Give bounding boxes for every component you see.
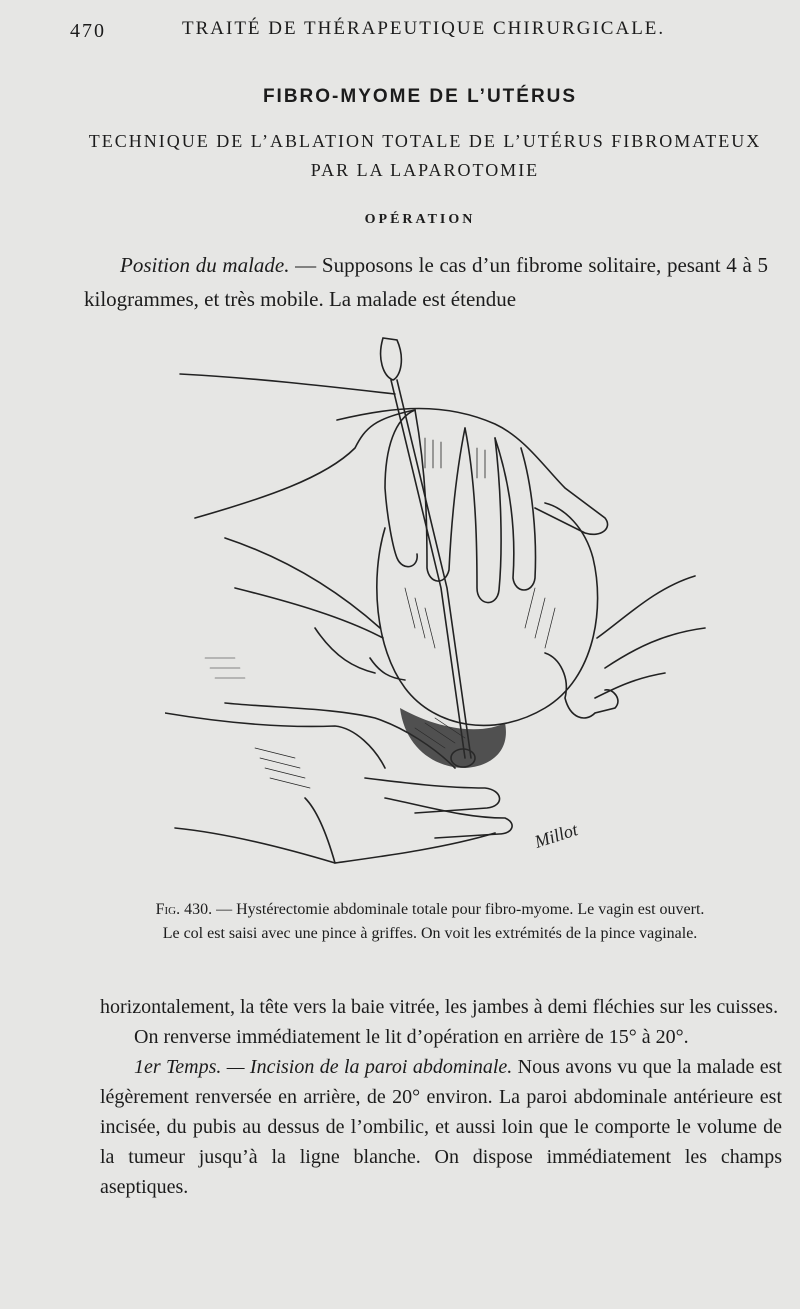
subtitle: TECHNIQUE DE L’ABLATION TOTALE DE L’UTÉRUS FIBROMATEUX PAR LA LAPAROTOMIE bbox=[88, 131, 762, 180]
body-text bbox=[100, 992, 782, 1202]
paragraph-3 bbox=[100, 1052, 782, 1202]
running-title: TRAITÉ DE THÉRAPEUTIQUE CHIRURGICALE. bbox=[182, 18, 666, 39]
figure-caption-text: — Hystérectomie abdominale totale pour fibro-myome. Le vagin est ouvert. Le col est saisi avec une pince à griffes. On voit les extrémités de la pince vaginale. bbox=[162, 901, 705, 942]
intro-paragraph bbox=[84, 248, 768, 316]
svg-text:Millot: Millot bbox=[532, 819, 581, 852]
paragraph-3-text: Nous avons vu que la malade est légèrement renversée en arrière, de 20° environ. La paroi abdominale antérieure est incisée, du pubis au dessus de l’ombilic, et aussi loin que le comporte le volume de la tumeur jusqu’à la ligne blanche. On dispose immédiatement les champs aseptiques. bbox=[100, 1056, 782, 1198]
figure-caption bbox=[150, 898, 710, 946]
intro-lead: Position du malade. bbox=[120, 253, 290, 277]
paragraph-1: horizontalement, la tête vers la baie vitrée, les jambes à demi fléchies sur les cuisses. bbox=[100, 996, 779, 1018]
operation-heading: OPÉRATION bbox=[364, 212, 476, 227]
intro-text: — Supposons le cas d’un fibrome solitaire, pesant 4 à 5 kilogrammes, et très mobile. La malade est étendue bbox=[84, 253, 769, 311]
figure-label: Fig. 430. bbox=[155, 901, 213, 918]
surgical-illustration bbox=[165, 328, 725, 888]
paragraph-3-lead: 1er Temps. bbox=[134, 1056, 222, 1078]
illustrator-signature bbox=[531, 819, 581, 852]
page-number: 470 bbox=[70, 20, 106, 42]
paragraph-2: On renverse immédiatement le lit d’opération en arrière de 15° à 20°. bbox=[134, 1026, 689, 1048]
section-title: FIBRO-MYOME DE L’UTÉRUS bbox=[262, 86, 578, 107]
paragraph-3-italic: — Incision de la paroi abdominale. bbox=[221, 1056, 513, 1078]
